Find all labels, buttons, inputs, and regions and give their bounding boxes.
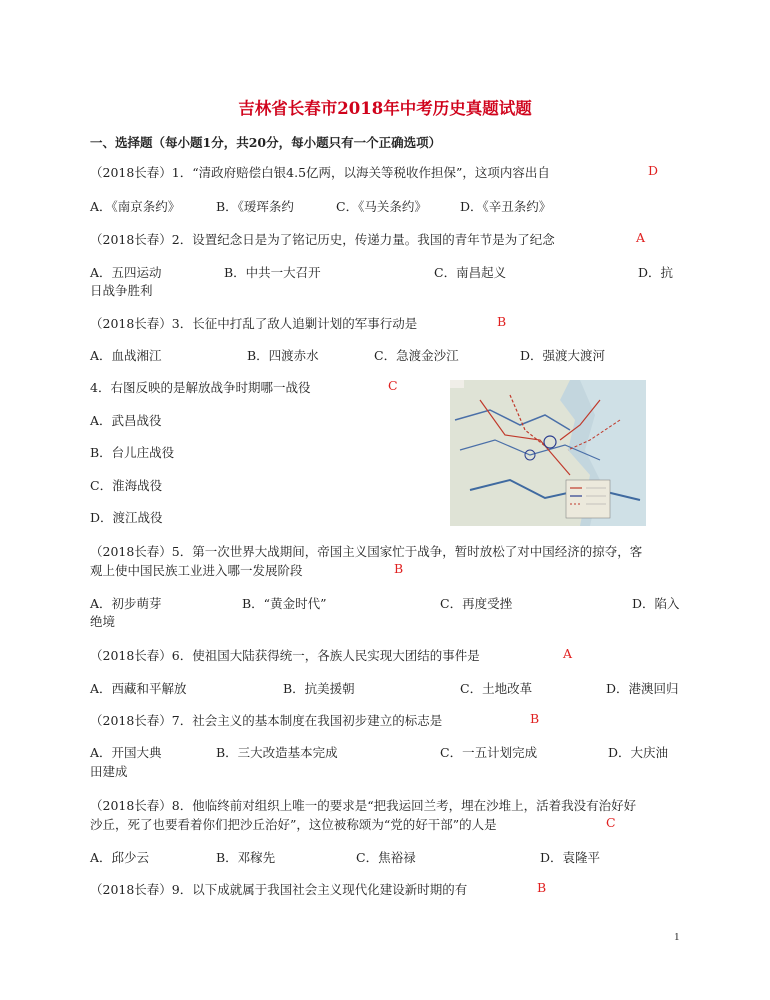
question-2-answer: A <box>636 230 646 245</box>
q2-option-a: A．五四运动 <box>90 265 162 280</box>
page-number: 1 <box>674 931 680 943</box>
q2-option-d-continued: 日战争胜利 <box>90 283 153 298</box>
q7-option-c: C．一五计划完成 <box>440 745 538 760</box>
question-4-answer: C <box>388 378 398 393</box>
q6-option-c: C．土地改革 <box>460 681 533 696</box>
question-1-answer: D <box>648 163 659 178</box>
q6-option-d: D．港澳回归 <box>606 681 679 696</box>
q2-option-c: C．南昌起义 <box>434 265 507 280</box>
q4-option-d: D．渡江战役 <box>90 510 163 525</box>
battle-map-image <box>450 380 646 526</box>
question-5-stem-line-2: 观上使中国民族工业进入哪一发展阶段 <box>90 563 303 578</box>
q5-option-d: D．陷入 <box>632 596 680 611</box>
q5-option-a: A．初步萌芽 <box>90 596 162 611</box>
question-8-stem: （2018长春）8．他临终前对组织上唯一的要求是“把我运回兰考，埋在沙堆上，活着我没有治好好 <box>90 798 637 813</box>
q8-option-d: D．袁隆平 <box>540 850 601 865</box>
q7-option-a: A．开国大典 <box>90 745 162 760</box>
q6-option-b: B．抗美援朝 <box>283 681 355 696</box>
q7-option-d: D．大庆油 <box>608 745 669 760</box>
section-heading: 一、选择题（每小题1分，共20分，每小题只有一个正确选项） <box>90 135 442 150</box>
q1-option-b: B．《瑷珲条约 <box>216 199 294 214</box>
question-1-stem: （2018长春）1．“清政府赔偿白银4.5亿两，以海关等税收作担保”，这项内容出自 <box>90 165 550 180</box>
q2-option-b: B．中共一大召开 <box>224 265 321 280</box>
question-5-answer: B <box>394 561 404 576</box>
question-8-answer: C <box>606 815 616 830</box>
q5-option-d-continued: 绝境 <box>90 614 116 629</box>
q5-option-b: B．“黄金时代” <box>242 596 327 611</box>
q3-option-d: D．强渡大渡河 <box>520 348 606 363</box>
question-6-stem: （2018长春）6．使祖国大陆获得统一，各族人民实现大团结的事件是 <box>90 648 480 663</box>
question-9-answer: B <box>537 880 547 895</box>
q3-option-c: C．急渡金沙江 <box>374 348 459 363</box>
q4-option-a: A．武昌战役 <box>90 413 162 428</box>
q4-option-c: C．淮海战役 <box>90 478 163 493</box>
q8-option-c: C．焦裕禄 <box>356 850 416 865</box>
q3-option-b: B．四渡赤水 <box>247 348 319 363</box>
q8-option-a: A．邱少云 <box>90 850 150 865</box>
q1-option-c: C．《马关条约》 <box>336 199 427 214</box>
question-8-stem-line-2: 沙丘，死了也要看着你们把沙丘治好”，这位被称颂为“党的好干部”的人是 <box>90 817 497 832</box>
q1-option-a: A．《南京条约》 <box>90 199 181 214</box>
q1-option-d: D．《辛丑条约》 <box>460 199 552 214</box>
page-title: 吉林省长春市2018年中考历史真题试题 <box>238 99 532 118</box>
q2-option-d: D．抗 <box>638 265 674 280</box>
q3-option-a: A．血战湘江 <box>90 348 162 363</box>
question-9-stem: （2018长春）9．以下成就属于我国社会主义现代化建设新时期的有 <box>90 882 468 897</box>
question-4-stem: 4．右图反映的是解放战争时期哪一战役 <box>90 380 311 395</box>
question-6-answer: A <box>563 646 573 661</box>
q6-option-a: A．西藏和平解放 <box>90 681 187 696</box>
q4-option-b: B．台儿庄战役 <box>90 445 175 460</box>
q5-option-c: C．再度受挫 <box>440 596 513 611</box>
question-2-stem: （2018长春）2．设置纪念日是为了铭记历史，传递力量。我国的青年节是为了纪念 <box>90 232 555 247</box>
question-3-answer: B <box>497 314 507 329</box>
question-3-stem: （2018长春）3．长征中打乱了敌人追剿计划的军事行动是 <box>90 316 418 331</box>
question-7-stem: （2018长春）7．社会主义的基本制度在我国初步建立的标志是 <box>90 713 443 728</box>
question-7-answer: B <box>530 711 540 726</box>
q7-option-d-continued: 田建成 <box>90 764 128 779</box>
q7-option-b: B．三大改造基本完成 <box>216 745 338 760</box>
question-5-stem: （2018长春）5．第一次世界大战期间，帝国主义国家忙于战争，暂时放松了对中国经济的掠夺，客 <box>90 544 643 559</box>
q8-option-b: B．邓稼先 <box>216 850 276 865</box>
